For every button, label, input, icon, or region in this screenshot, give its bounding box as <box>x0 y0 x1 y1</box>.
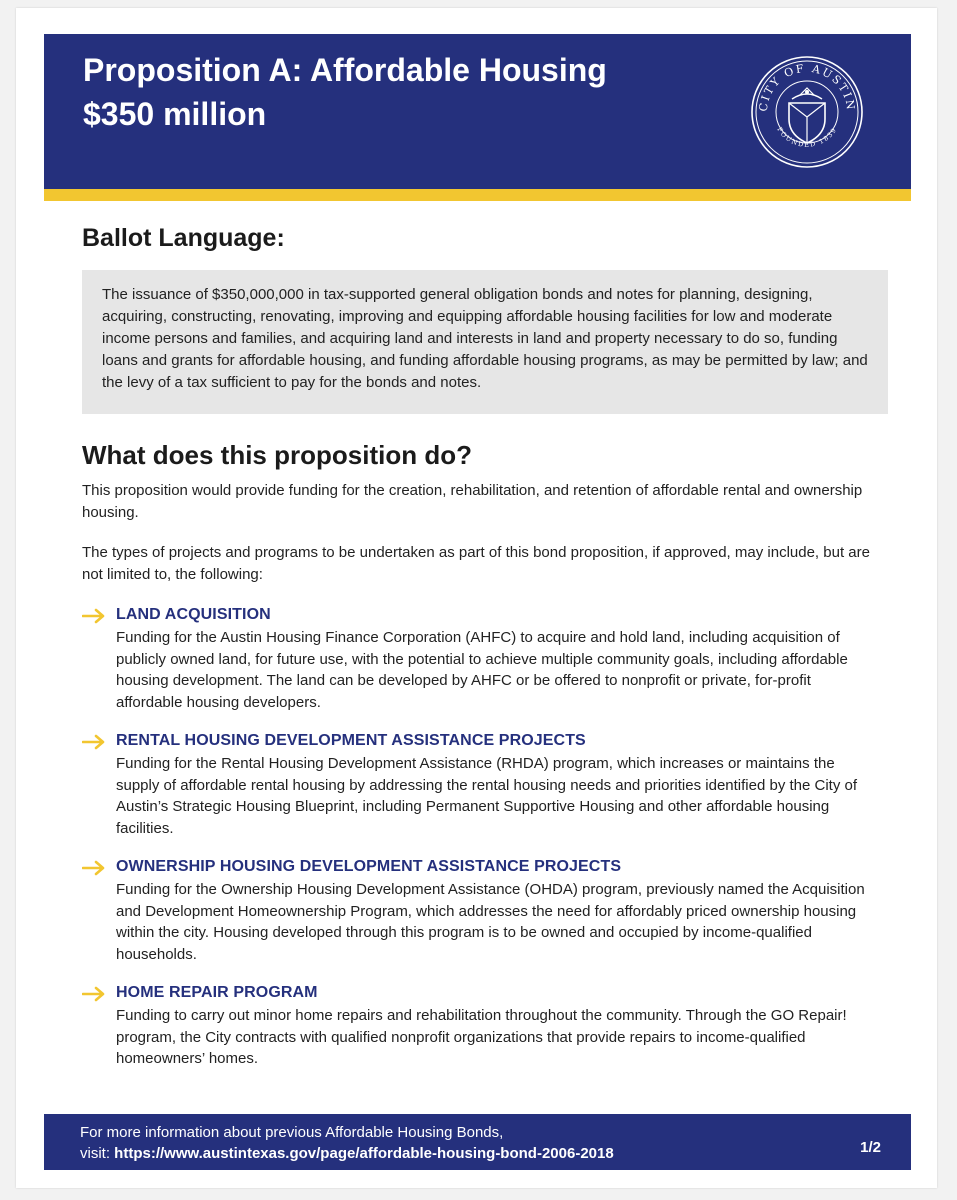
footer-text <box>80 1122 614 1164</box>
arrow-right-icon <box>82 860 106 876</box>
svg-text:FOUNDED 1839: FOUNDED 1839 <box>775 125 839 149</box>
footer-banner <box>44 1114 911 1170</box>
svg-text:CITY OF AUSTIN: CITY OF AUSTIN <box>756 61 858 113</box>
item-body: Funding to carry out minor home repairs and rehabilitation throughout the community. Through the GO Repair! program, the City contracts with qualified nonprofit organizations that provide repairs to income-qualified homeowners’ homes. <box>116 1007 847 1067</box>
what-does-heading: What does this proposition do? <box>82 440 472 470</box>
item-body: Funding for the Rental Housing Development Assistance (RHDA) program, which increases or maintains the supply of affordable rental housing by addressing the rental housing needs and priorities identified by the City of Austin’s Strategic Housing Blueprint, including Permanent Supportive Housing and other affordable housing facilities. <box>116 755 858 837</box>
list-item-rental-housing <box>82 734 892 844</box>
document-page <box>16 8 937 1188</box>
item-body: Funding for the Ownership Housing Development Assistance (OHDA) program, previously named the Acquisition and Development Homeownership Program, which addresses the need for affordably priced ownership housing within the city. Housing developed through this program is to be owned and occupied by income-qualified households. <box>116 881 865 963</box>
list-item-ownership-housing <box>82 860 892 970</box>
city-seal-logo <box>750 55 864 169</box>
footer-line-1: For more information about previous Affordable Housing Bonds, <box>80 1124 504 1141</box>
list-item-land-acquisition <box>82 608 892 718</box>
list-item-home-repair <box>82 986 892 1076</box>
arrow-right-icon <box>82 986 106 1002</box>
footer-url-link[interactable]: https://www.austintexas.gov/page/affordable-housing-bond-2006-2018 <box>114 1145 614 1162</box>
ballot-language-box <box>82 270 888 414</box>
title-line-1: Proposition A: Affordable Housing <box>83 52 607 88</box>
footer-visit-label: visit: <box>80 1145 115 1162</box>
arrow-right-icon <box>82 734 106 750</box>
page-title <box>83 48 607 136</box>
intro-paragraph: This proposition would provide funding for the creation, rehabilitation, and retention of affordable rental and ownership housing. <box>82 482 863 521</box>
item-title: LAND ACQUISITION <box>116 606 271 623</box>
item-title: HOME REPAIR PROGRAM <box>116 984 318 1001</box>
arrow-right-icon <box>82 608 106 624</box>
item-title: RENTAL HOUSING DEVELOPMENT ASSISTANCE PROJECTS <box>116 732 586 749</box>
types-paragraph: The types of projects and programs to be undertaken as part of this bond proposition, if approved, may include, but are not limited to, the following: <box>82 544 870 583</box>
item-body: Funding for the Austin Housing Finance Corporation (AHFC) to acquire and hold land, including acquisition of publicly owned land, for future use, with the potential to achieve multiple community goals, including affordable housing development. The land can be developed by AHFC or be offered to nonprofit or private, for-profit affordable housing developers. <box>116 629 848 711</box>
title-line-2: $350 million <box>83 96 267 132</box>
item-title: OWNERSHIP HOUSING DEVELOPMENT ASSISTANCE PROJECTS <box>116 858 622 875</box>
ballot-language-text: The issuance of $350,000,000 in tax-supported general obligation bonds and notes for planning, designing, acquiring, constructing, renovating, improving and equipping affordable housing facilities for low and moderate income persons and families, and acquiring land and interests in land and property necessary to do so, funding loans and grants for affordable housing, and funding affordable housing programs, as may be permitted by law; and the levy of a tax sufficient to pay for the bonds and notes. <box>102 286 868 391</box>
page-number: 1/2 <box>860 1139 881 1156</box>
ballot-language-heading: Ballot Language: <box>82 224 285 252</box>
header-gold-stripe <box>44 189 911 201</box>
